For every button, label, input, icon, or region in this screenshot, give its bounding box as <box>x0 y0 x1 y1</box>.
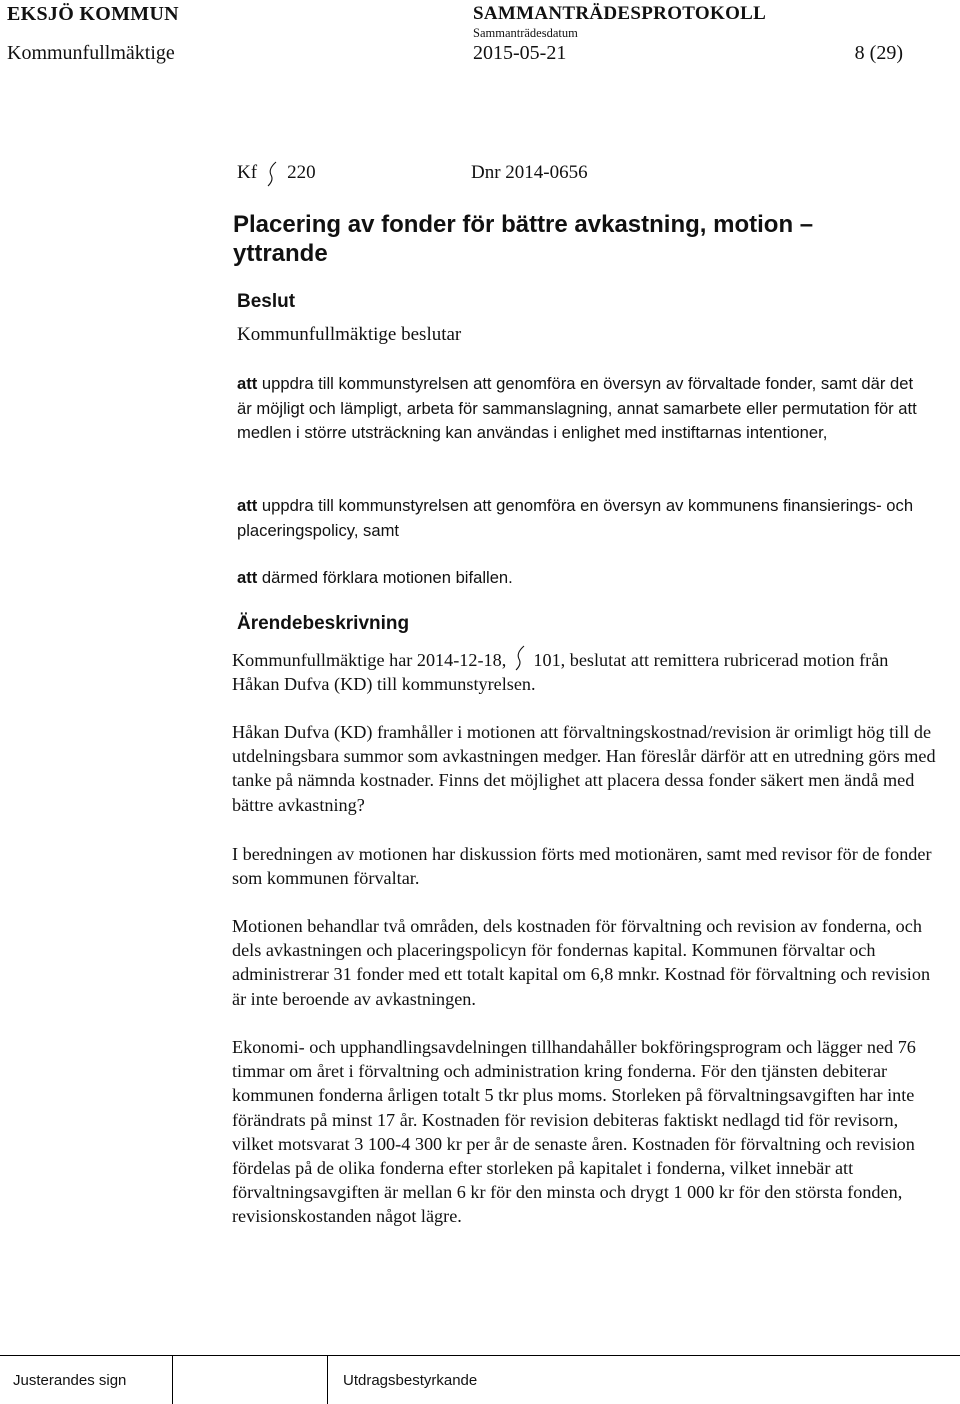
paragraph-text: 101, beslutat att remittera rubricerad motion från Håkan Dufva (KD) till kommunstyrelsen. <box>232 650 889 695</box>
clause-keyword: att <box>237 568 258 587</box>
footer-column-divider <box>172 1355 173 1404</box>
clause-text: uppdra till kommunstyrelsen att genomföra en översyn av kommunens finansierings- och placeringspolicy, samt <box>237 496 914 540</box>
clause-keyword: att <box>237 496 258 515</box>
footer-divider <box>0 1355 960 1356</box>
meeting-body: Kommunfullmäktige <box>7 42 175 64</box>
description-paragraph-1 <box>232 648 937 696</box>
meeting-date: 2015-05-21 <box>473 42 567 64</box>
page-number: 8 (29) <box>854 42 903 64</box>
date-label: Sammanträdesdatum <box>473 26 578 40</box>
decision-intro: Kommunfullmäktige beslutar <box>237 324 462 345</box>
page-title: Placering av fonder för bättre avkastning, motion – yttrande <box>233 211 814 267</box>
extract-certification-label: Utdragsbestyrkande <box>343 1372 478 1389</box>
paragraph-text: Kommunfullmäktige har 2014-12-18, <box>232 650 511 670</box>
section-sign-icon <box>511 649 529 669</box>
organization-name: EKSJÖ KOMMUN <box>7 3 179 25</box>
paragraph-number: 220 <box>287 162 316 183</box>
document-type: SAMMANTRÄDESPROTOKOLL <box>473 3 767 24</box>
description-paragraph-5: Ekonomi- och upphandlingsavdelningen tillhandahåller bokföringsprogram och lägger ned 76 timmar om året i förvaltning och administration kring fonderna. För den tjänsten debiterar kommunen fonderna årligen totalt 5 tkr plus moms. Storleken på förvaltningsavgiften har inte förändrats på minst 17 år. Kostnaden för revision debiteras faktiskt nedlagd tid för revisorn, vilket motsvarat 3 100-4 300 kr per år de senaste åren. Kostnaden för förvaltning och revision fördelas på de olika fonderna efter storleken på kapitalet i fonderna, vilket innebär att förvaltningsavgiften är mellan 6 kr för den minsta och drygt 1 000 kr för den största fonden, revisionskostanden något lägre. <box>232 1037 916 1227</box>
footer-column-divider <box>327 1355 328 1404</box>
decision-clause-3 <box>237 566 927 591</box>
description-paragraph-4: Motionen behandlar två områden, dels kostnaden för förvaltning och revision av fonderna, och dels avkastningen och placeringspolicyn för fondernas kapital. Kommunen förvaltar och administrerar 31 fonder med ett totalt kapital om 6,8 mnkr. Kostnad för förvaltning och revision är inte beroende av avkastningen. <box>232 916 931 1009</box>
signature-label: Justerandes sign <box>13 1372 127 1389</box>
case-reference <box>237 162 316 184</box>
decision-heading: Beslut <box>237 291 296 312</box>
decision-clause-2 <box>237 494 927 543</box>
description-heading: Ärendebeskrivning <box>237 613 410 634</box>
description-paragraph-3: I beredningen av motionen har diskussion förts med motionären, samt med revisor för de fonder som kommunen förvaltar. <box>232 844 932 889</box>
paragraph-prefix: Kf <box>237 162 258 183</box>
description-paragraph-2: Håkan Dufva (KD) framhåller i motionen att förvaltningskostnad/revision är orimligt hög till de utdelningsbara summor som avkastningen medger. Han föreslår därför att en utredning görs med tanke på nämnda kostnader. Finns det möjlighet att placera dessa fonder säkert men ändå med bättre avkastning? <box>232 722 936 815</box>
decision-clause-1 <box>237 372 927 446</box>
diary-number: Dnr 2014-0656 <box>471 162 588 183</box>
clause-text: uppdra till kommunstyrelsen att genomföra en översyn av förvaltade fonder, samt där det är möjligt och lämpligt, arbeta för sammanslagning, annat samarbete eller permutation för att medlen i större utsträckning kan användas i enlighet med instiftarnas intentioner, <box>237 374 917 442</box>
clause-text: därmed förklara motionen bifallen. <box>257 568 513 587</box>
clause-keyword: att <box>237 374 258 393</box>
